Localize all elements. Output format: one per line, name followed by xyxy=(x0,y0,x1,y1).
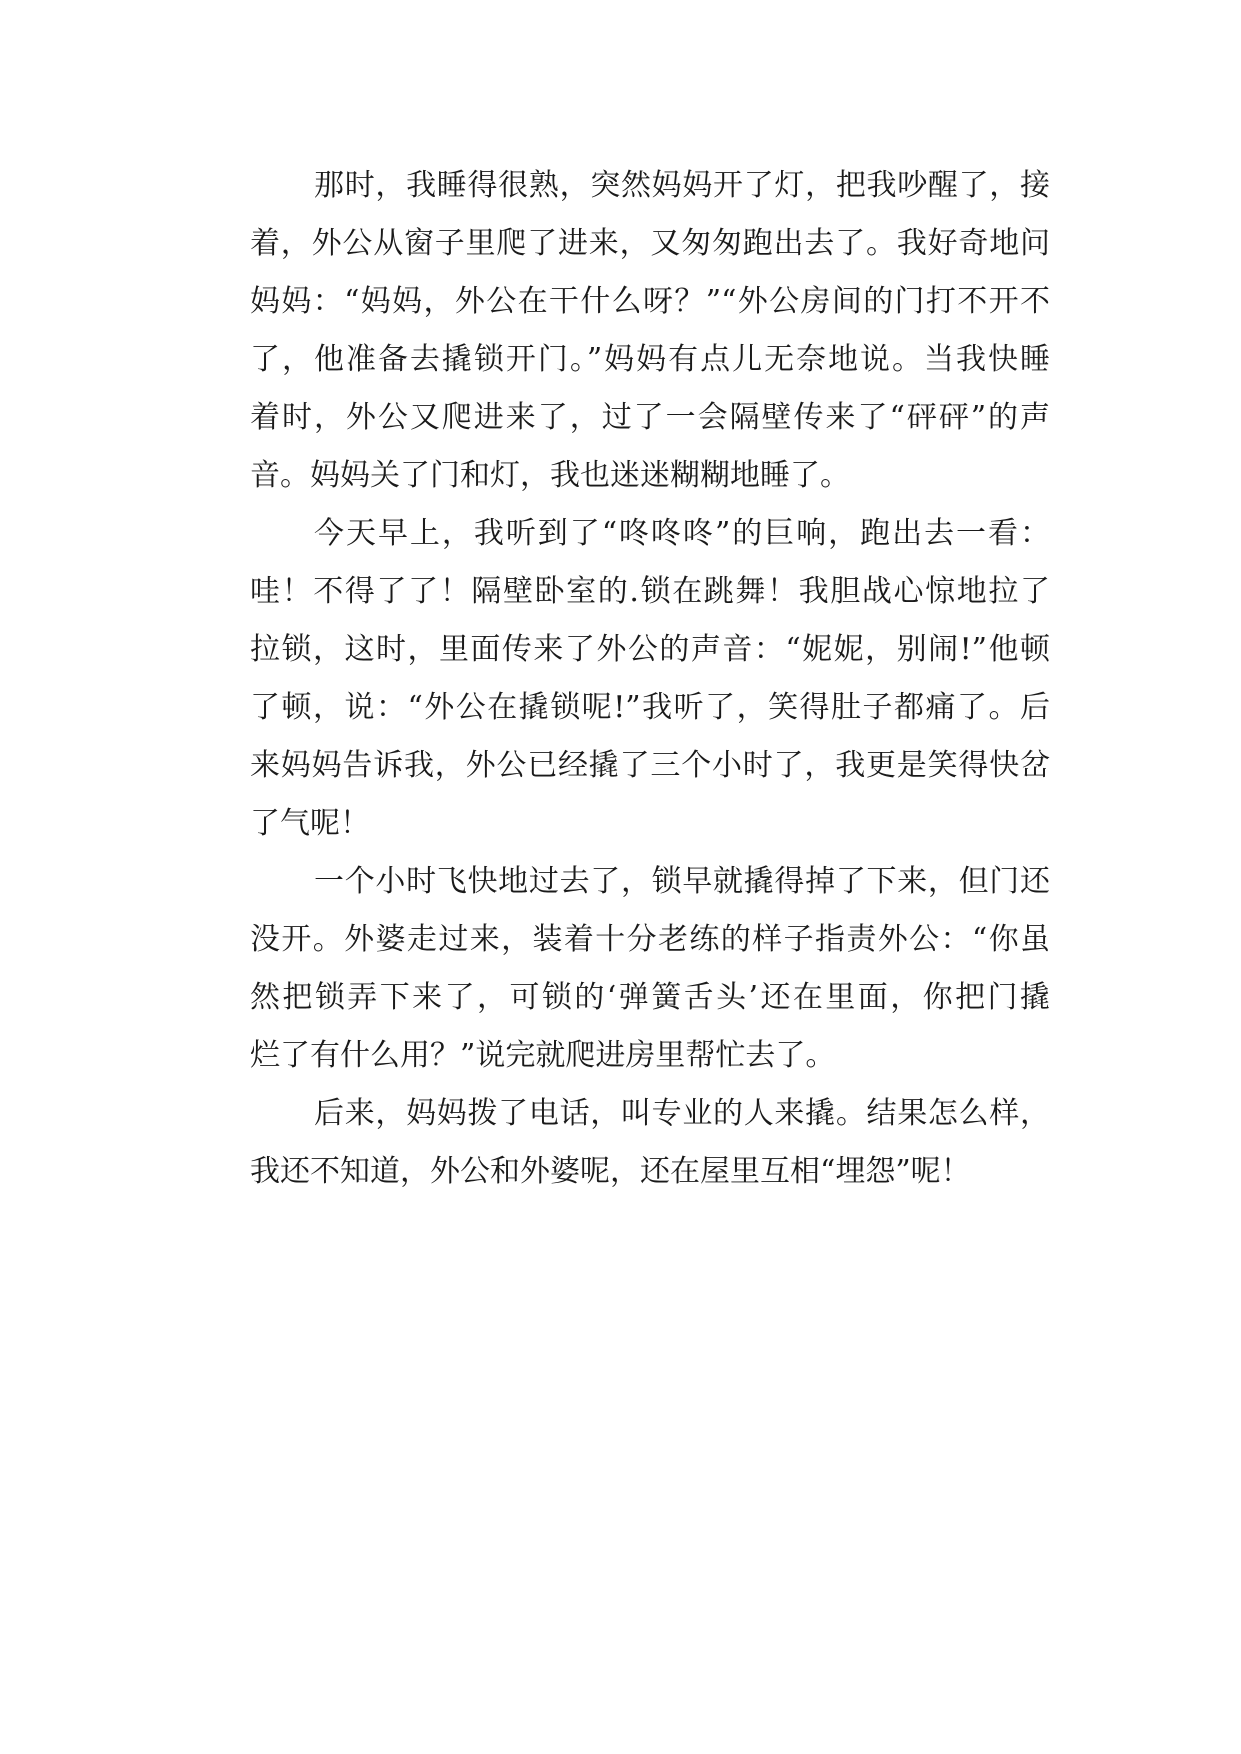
paragraph-line: 了顿，说：“外公在撬锁呢!”我听了，笑得肚子都痛了。后 xyxy=(250,690,1050,725)
paragraph-line: 妈妈：“妈妈，外公在干什么呀？”“外公房间的门打不开不 xyxy=(250,284,1050,319)
paragraph-line: 了，他准备去撬锁开门。”妈妈有点儿无奈地说。当我快睡 xyxy=(250,342,1050,377)
paragraph-line: 我还不知道，外公和外婆呢，还在屋里互相“埋怨”呢！ xyxy=(250,1154,971,1189)
paragraph-line: 着时，外公又爬进来了，过了一会隔壁传来了“砰砰”的声 xyxy=(250,400,1050,435)
paragraph-line: 着，外公从窗子里爬了进来，又匆匆跑出去了。我好奇地问 xyxy=(250,226,1050,261)
paragraph-1 xyxy=(190,157,1050,505)
paragraph-2 xyxy=(190,505,1050,853)
paragraph-line: 后来，妈妈拨了电话，叫专业的人来撬。结果怎么样， xyxy=(314,1096,1050,1131)
paragraph-3 xyxy=(190,853,1050,1085)
paragraph-line: 今天早上，我听到了“咚咚咚”的巨响，跑出去一看： xyxy=(314,516,1050,551)
paragraph-line: 来妈妈告诉我，外公已经撬了三个小时了，我更是笑得快岔 xyxy=(250,748,1050,783)
paragraph-line: 拉锁，这时，里面传来了外公的声音：“妮妮，别闹!”他顿 xyxy=(250,632,1050,667)
paragraph-line: 烂了有什么用？”说完就爬进房里帮忙去了。 xyxy=(250,1038,836,1073)
paragraph-line: 然把锁弄下来了，可锁的‘弹簧舌头’还在里面，你把门撬 xyxy=(250,980,1050,1015)
paragraph-line: 了气呢！ xyxy=(250,806,370,841)
paragraph-line: 音。妈妈关了门和灯，我也迷迷糊糊地睡了。 xyxy=(250,458,850,493)
paragraph-line: 哇！不得了了！隔壁卧室的.锁在跳舞！我胆战心惊地拉了 xyxy=(250,574,1050,609)
document-body xyxy=(190,157,1050,1201)
paragraph-4 xyxy=(190,1085,1050,1201)
paragraph-line: 没开。外婆走过来，装着十分老练的样子指责外公：“你虽 xyxy=(250,922,1050,957)
paragraph-line: 那时，我睡得很熟，突然妈妈开了灯，把我吵醒了，接 xyxy=(314,168,1050,203)
paragraph-line: 一个小时飞快地过去了，锁早就撬得掉了下来，但门还 xyxy=(314,864,1050,899)
